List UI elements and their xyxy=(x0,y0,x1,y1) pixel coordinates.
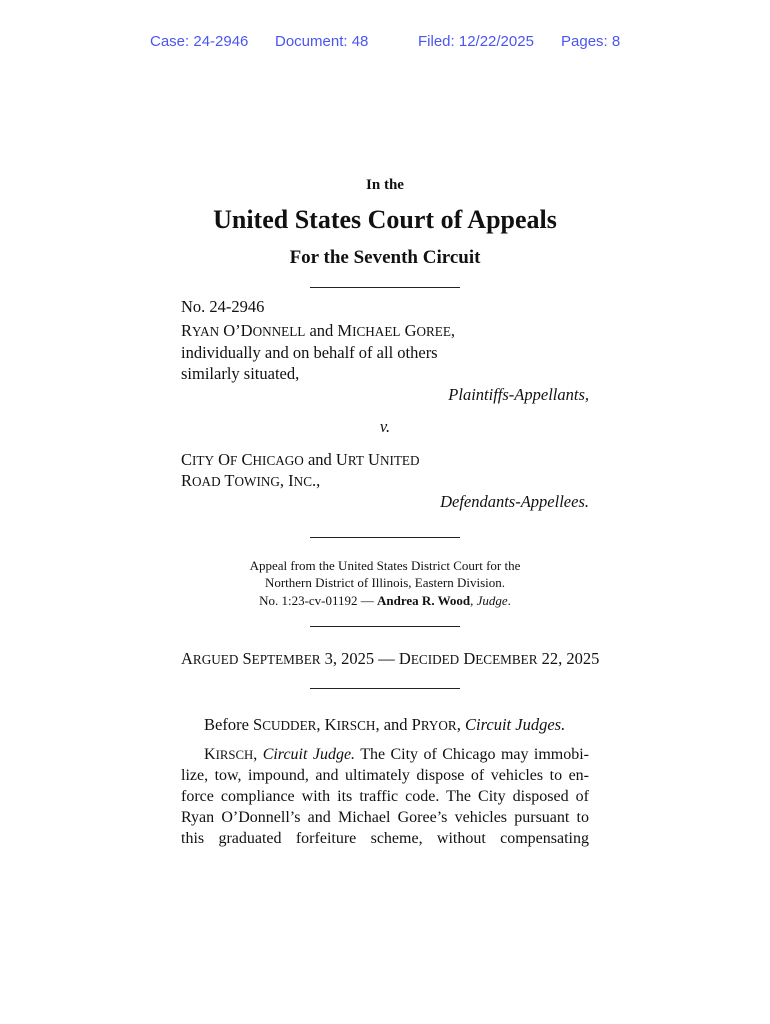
opinion-line: this graduated forfeiture scheme, without compensating xyxy=(181,830,589,847)
small-caps-run: OAD xyxy=(192,474,221,489)
defendants-role: Defendants-Appellees. xyxy=(440,492,589,511)
lower-court-case-number: No. 1:23-cv-01192 — xyxy=(259,593,378,608)
page-count-stamp: Pages: 8 xyxy=(561,33,621,50)
small-caps-run: CUDDER xyxy=(262,718,317,733)
filed-date-stamp: Filed: 12/22/2025 xyxy=(418,33,534,50)
small-caps-run: NITED xyxy=(379,453,420,468)
divider-rule xyxy=(310,626,460,627)
opinion-author: KIRSCH, xyxy=(204,746,263,763)
plaintiffs-line: individually and on behalf of all others xyxy=(181,343,438,362)
small-caps-run: ECEMBER xyxy=(475,652,538,667)
panel-line xyxy=(204,714,589,735)
divider-rule xyxy=(310,287,460,288)
district-judge-name: Andrea R. Wood xyxy=(377,593,471,608)
court-name: United States Court of Appeals xyxy=(213,205,557,234)
district-judge-title: Judge xyxy=(476,593,508,608)
small-caps-run: ITY xyxy=(192,453,214,468)
court-title-prefix: In the xyxy=(366,177,404,193)
panel-title: Circuit Judges. xyxy=(464,715,566,734)
opinion-line: force compliance with its traffic code. The City disposed of xyxy=(181,788,589,805)
small-caps-run: ICHAEL xyxy=(352,324,401,339)
small-caps-run: IRSCH xyxy=(336,718,376,733)
small-caps-run: RYOR xyxy=(420,718,457,733)
appeal-origin-line: Appeal from the United States District Court for the xyxy=(249,558,521,573)
case-number-stamp: Case: 24-2946 xyxy=(150,33,249,50)
lower-court-case xyxy=(181,592,589,609)
opinion-line: lize, tow, impound, and ultimately dispose of vehicles to en- xyxy=(181,767,589,784)
defendants-line: ROAD TOWING, INC., xyxy=(181,471,321,490)
judge-line-end: . xyxy=(507,593,511,608)
opinion-line-text: The City of Chicago may immobi- xyxy=(355,746,590,763)
small-caps-run: ONNELL xyxy=(252,324,306,339)
small-caps-run: YAN xyxy=(192,324,220,339)
opinion-line: Ryan O’Donnell’s and Michael Goree’s vehicles pursuant to xyxy=(181,809,589,826)
small-caps-run: OREE xyxy=(416,324,451,339)
appeal-origin-line: Northern District of Illinois, Eastern Division. xyxy=(264,575,506,590)
small-caps-run: RGUED xyxy=(192,652,239,667)
plaintiffs-role: Plaintiffs-Appellants, xyxy=(448,385,589,404)
plaintiffs-line: RYAN O’DONNELL and MICHAEL GOREE, xyxy=(181,321,456,340)
argued-decided-dates: ARGUED SEPTEMBER 3, 2025 — DECIDED DECEMBER 22, 2025 xyxy=(181,649,600,668)
judge-separator: , xyxy=(470,593,477,608)
versus: v. xyxy=(379,417,391,436)
court-circuit: For the Seventh Circuit xyxy=(289,247,481,268)
divider-rule xyxy=(310,537,460,538)
small-caps-run: NC xyxy=(293,474,312,489)
small-caps-run: RT xyxy=(347,453,364,468)
small-caps-run: OWING xyxy=(234,474,280,489)
small-caps-run: HICAGO xyxy=(252,453,304,468)
plaintiffs-line: similarly situated, xyxy=(181,364,300,383)
small-caps-run: EPTEMBER xyxy=(251,652,321,667)
small-caps-run: IRSCH xyxy=(215,748,254,762)
divider-rule xyxy=(310,688,460,689)
document-number-stamp: Document: 48 xyxy=(275,33,369,50)
opinion-line xyxy=(204,744,589,765)
small-caps-run: ECIDED xyxy=(410,652,460,667)
opinion-author-title: Circuit Judge. xyxy=(262,746,356,763)
small-caps-run: F xyxy=(230,453,238,468)
defendants-line: CITY OF CHICAGO and URT UNITED xyxy=(181,450,420,469)
panel-judges: Before SCUDDER, KIRSCH, and PRYOR, xyxy=(204,715,465,734)
docket-number: No. 24-2946 xyxy=(181,297,265,316)
